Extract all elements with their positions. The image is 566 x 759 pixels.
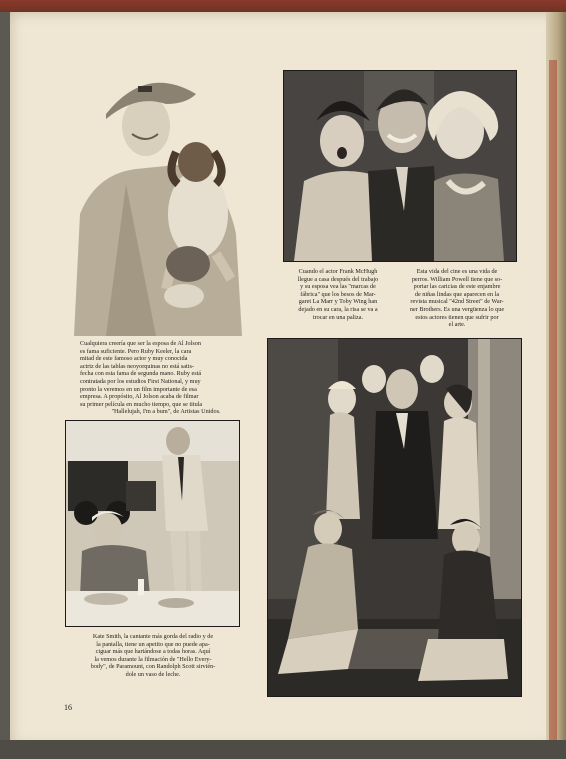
book-bottom-edge	[0, 740, 566, 759]
photo-kate-smith	[65, 420, 240, 627]
caption-line: Kate Smith, la cantante más gorda del radio y de	[92, 633, 214, 640]
photo-william-powell	[267, 338, 522, 697]
caption-ruby-keeler	[80, 340, 252, 416]
caption-line: fábrica" que los besos de Mar-	[300, 290, 376, 298]
caption-line: body", de Paramount, con Randolph Scott sirvién-	[90, 663, 216, 671]
caption-line: actriz de las tablas neoyorquinas no está satis-	[80, 362, 194, 370]
caption-kate-smith	[70, 633, 236, 679]
caption-line: y su esposa vea las "marcas de	[300, 283, 376, 291]
caption-line: llegue a casa después del trabajo	[297, 275, 379, 283]
caption-frank-mchugh	[284, 268, 392, 321]
caption-line: empresa. A propósito, Al Jolson acaba de filmar	[80, 393, 199, 401]
caption-line: ciguar más que hartándose a todas horas. Aquí	[95, 648, 211, 656]
caption-line: Cualquiera creería que ser la esposa de Al Jolson	[80, 340, 201, 347]
caption-line: Esta vida del cine es una vida de	[416, 268, 498, 275]
caption-line: el arte.	[448, 321, 466, 329]
caption-line: garet La Marr y Toby Wing han	[298, 298, 378, 306]
photo-ruby-keeler	[66, 64, 246, 336]
caption-line: ner Brothers. Es una vergüenza lo que	[409, 305, 505, 313]
caption-line: Cuando el actor Frank McHugh	[298, 268, 378, 275]
caption-line: "Hallelujah, I'm a bum", de Artistas Unidos.	[111, 408, 221, 416]
caption-line: su primer película en mucho tiempo, que se titula	[80, 400, 203, 408]
caption-line: contratada por los estudios First National, y muy	[80, 377, 201, 385]
caption-line: fecha con esta fama de segunda mano. Ruby está	[80, 370, 202, 378]
caption-line: revista musical "42nd Street" de War-	[410, 298, 504, 306]
caption-line: la pantalla, tiene un apetito que no puede apa-	[96, 640, 210, 648]
caption-line: pronto la veremos en un film importante de esa	[80, 385, 197, 393]
book-binding-strip	[549, 60, 557, 740]
caption-line: dole un vaso de leche.	[125, 670, 181, 678]
caption-line: estos actores tienen que sufrir por	[415, 313, 499, 321]
caption-william-powell	[398, 268, 516, 329]
caption-line: mitad de este famoso actor y muy conocida	[80, 355, 188, 363]
photo-frank-mchugh	[283, 70, 517, 262]
caption-line: portar las caricias de este enjambre	[413, 283, 501, 291]
caption-line: dejado en su cara, la risa se va a	[298, 305, 378, 313]
page-number: 16	[64, 703, 72, 712]
caption-line: perros. William Powell tiene que so-	[411, 275, 503, 283]
book-cover-top	[0, 0, 566, 12]
caption-line: trocar en una paliza.	[312, 313, 364, 321]
caption-line: de niñas lindas que aparecen en la	[414, 290, 500, 298]
caption-line: es fama suficiente. Pero Ruby Keeler, la cara	[80, 347, 192, 355]
caption-line: la vemos durante la filmación de "Hello Every-	[94, 655, 212, 663]
